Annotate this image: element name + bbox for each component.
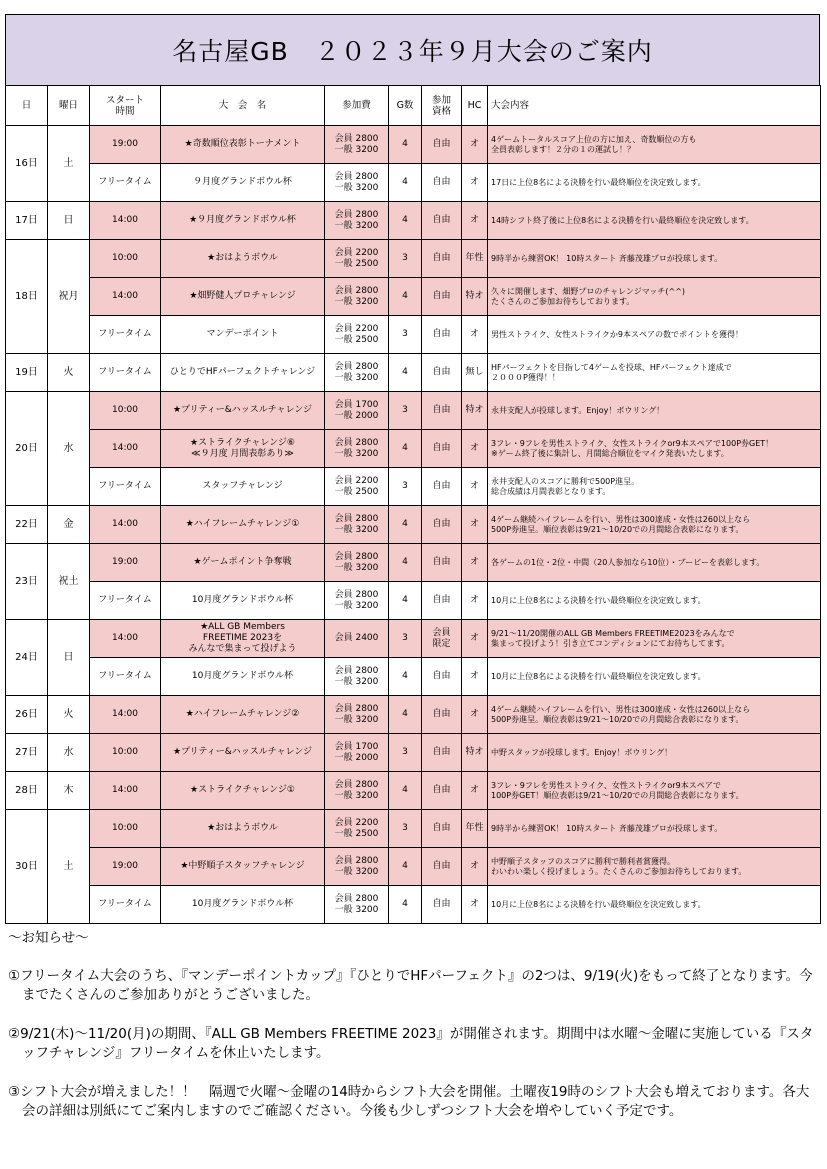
- notice-item: ②9/21(木)～11/20(月)の期間、『ALL GB Members FREETIME 2023』が開催されます。期間中は水曜～金曜に実施している『スタッフチャレンジ』フリータイムを休止いたします。: [8, 1025, 814, 1061]
- event-name-cell: ★ALL GB Members FREETIME 2023を みんなで集まって投げよう: [161, 620, 325, 658]
- weekday-cell: 祝土: [48, 544, 90, 620]
- table-row: [6, 202, 821, 240]
- hc-cell: オ: [462, 316, 488, 354]
- hc-cell: オ: [462, 582, 488, 620]
- eligibility-cell: 自由: [422, 848, 462, 886]
- content-cell: 永井支配人が投球します。Enjoy！ボウリング！: [488, 392, 821, 430]
- content-cell: 3フレ・9フレを男性ストライク、女性ストライクor9本スペアで100P券GET！ ※ゲーム終了後に集計し、月間総合順位をマイク発表いたします。: [488, 430, 821, 468]
- games-cell: 4: [389, 848, 422, 886]
- weekday-cell: 日: [48, 202, 90, 240]
- table-row: [6, 734, 821, 772]
- header-date: 日: [6, 86, 48, 126]
- start-time-cell: フリータイム: [90, 316, 161, 354]
- date-cell: 16日: [6, 126, 48, 202]
- event-name-cell: ★奇数順位表彰トーナメント: [161, 126, 325, 164]
- eligibility-cell: 自由: [422, 354, 462, 392]
- table-row: [6, 886, 821, 924]
- games-cell: 4: [389, 658, 422, 696]
- weekday-cell: 祝月: [48, 240, 90, 354]
- fee-cell: 会員 2800 一般 3200: [325, 886, 389, 924]
- start-time-cell: フリータイム: [90, 354, 161, 392]
- event-name-cell: 10月度グランドボウル杯: [161, 658, 325, 696]
- table-row: [6, 278, 821, 316]
- eligibility-cell: 自由: [422, 126, 462, 164]
- start-time-cell: フリータイム: [90, 582, 161, 620]
- event-name-cell: マンデーポイント: [161, 316, 325, 354]
- games-cell: 3: [389, 734, 422, 772]
- date-cell: 28日: [6, 772, 48, 810]
- hc-cell: オ: [462, 468, 488, 506]
- table-row: [6, 316, 821, 354]
- table-row: [6, 164, 821, 202]
- games-cell: 4: [389, 506, 422, 544]
- event-name-cell: ★ゲームポイント争奪戦: [161, 544, 325, 582]
- start-time-cell: フリータイム: [90, 468, 161, 506]
- eligibility-cell: 自由: [422, 772, 462, 810]
- date-cell: 22日: [6, 506, 48, 544]
- start-time-cell: フリータイム: [90, 164, 161, 202]
- games-cell: 3: [389, 468, 422, 506]
- weekday-cell: 金: [48, 506, 90, 544]
- games-cell: 4: [389, 582, 422, 620]
- fee-cell: 会員 2800 一般 3200: [325, 202, 389, 240]
- header-start-time: スタート 時間: [90, 86, 161, 126]
- eligibility-cell: 自由: [422, 278, 462, 316]
- hc-cell: オ: [462, 620, 488, 658]
- content-cell: 3フレ・9フレを男性ストライク、女性ストライクor9本スペアで 100P券GET！順位表彰は9/21～10/20での月間総合表彰になります。: [488, 772, 821, 810]
- start-time-cell: 14:00: [90, 430, 161, 468]
- hc-cell: オ: [462, 696, 488, 734]
- table-row: [6, 658, 821, 696]
- hc-cell: オ: [462, 848, 488, 886]
- eligibility-cell: 自由: [422, 734, 462, 772]
- games-cell: 4: [389, 126, 422, 164]
- start-time-cell: 19:00: [90, 848, 161, 886]
- hc-cell: 特オ: [462, 278, 488, 316]
- date-cell: 30日: [6, 810, 48, 924]
- hc-cell: 無し: [462, 354, 488, 392]
- games-cell: 4: [389, 544, 422, 582]
- eligibility-cell: 自由: [422, 544, 462, 582]
- event-name-cell: ★ハイフレームチャレンジ②: [161, 696, 325, 734]
- event-name-cell: ★ストライクチャレンジ⑥ ≪９月度 月間表彰あり≫: [161, 430, 325, 468]
- schedule-table: [5, 85, 821, 924]
- fee-cell: 会員 2800 一般 3200: [325, 506, 389, 544]
- weekday-cell: 水: [48, 392, 90, 506]
- start-time-cell: 19:00: [90, 544, 161, 582]
- weekday-cell: 火: [48, 354, 90, 392]
- hc-cell: 特オ: [462, 734, 488, 772]
- event-name-cell: ★畑野健人プロチャレンジ: [161, 278, 325, 316]
- hc-cell: オ: [462, 164, 488, 202]
- start-time-cell: 10:00: [90, 734, 161, 772]
- content-cell: 10月に上位8名による決勝を行い最終順位を決定致します。: [488, 582, 821, 620]
- weekday-cell: 土: [48, 810, 90, 924]
- start-time-cell: 10:00: [90, 392, 161, 430]
- games-cell: 3: [389, 392, 422, 430]
- content-cell: 各ゲームの1位・2位・中間（20人参加なら10位）・ブービーを表彰します。: [488, 544, 821, 582]
- table-row: [6, 810, 821, 848]
- fee-cell: 会員 2800 一般 3200: [325, 582, 389, 620]
- table-row: [6, 582, 821, 620]
- date-cell: 20日: [6, 392, 48, 506]
- fee-cell: 会員 2800 一般 3200: [325, 278, 389, 316]
- hc-cell: オ: [462, 506, 488, 544]
- table-row: [6, 126, 821, 164]
- event-name-cell: 10月度グランドボウル杯: [161, 886, 325, 924]
- event-name-cell: スタッフチャレンジ: [161, 468, 325, 506]
- eligibility-cell: 自由: [422, 430, 462, 468]
- fee-cell: 会員 1700 一般 2000: [325, 392, 389, 430]
- event-name-cell: ★９月度グランドボウル杯: [161, 202, 325, 240]
- content-cell: 久々に開催します、畑野プロのチャレンジマッチ(^^) たくさんのご参加お待ちしております。: [488, 278, 821, 316]
- fee-cell: 会員 1700 一般 2000: [325, 734, 389, 772]
- table-row: [6, 354, 821, 392]
- fee-cell: 会員 2800 一般 3200: [325, 544, 389, 582]
- weekday-cell: 木: [48, 772, 90, 810]
- games-cell: 3: [389, 316, 422, 354]
- hc-cell: オ: [462, 430, 488, 468]
- event-name-cell: ★プリティー&ハッスルチャレンジ: [161, 734, 325, 772]
- weekday-cell: 水: [48, 734, 90, 772]
- content-cell: 4ゲーム継続ハイフレームを行い、男性は300達成・女性は260以上なら 500P券進呈。順位表彰は9/21～10/20での月間総合表彰になります。: [488, 696, 821, 734]
- event-name-cell: ★おはようボウル: [161, 810, 325, 848]
- games-cell: 4: [389, 202, 422, 240]
- games-cell: 3: [389, 240, 422, 278]
- fee-cell: 会員 2200 一般 2500: [325, 240, 389, 278]
- table-row: [6, 240, 821, 278]
- content-cell: 中野スタッフが投球します。Enjoy！ボウリング！: [488, 734, 821, 772]
- eligibility-cell: 自由: [422, 886, 462, 924]
- hc-cell: オ: [462, 544, 488, 582]
- start-time-cell: 14:00: [90, 278, 161, 316]
- event-name-cell: ★プリティー&ハッスルチャレンジ: [161, 392, 325, 430]
- date-cell: 24日: [6, 620, 48, 696]
- start-time-cell: 14:00: [90, 696, 161, 734]
- hc-cell: オ: [462, 772, 488, 810]
- eligibility-cell: 自由: [422, 164, 462, 202]
- content-cell: 17日に上位8名による決勝を行い最終順位を決定致します。: [488, 164, 821, 202]
- content-cell: 男性ストライク、女性ストライクか9本スペアの数でポイントを獲得！: [488, 316, 821, 354]
- header-games: G数: [389, 86, 422, 126]
- table-row: [6, 848, 821, 886]
- table-row: [6, 392, 821, 430]
- event-name-cell: 10月度グランドボウル杯: [161, 582, 325, 620]
- start-time-cell: フリータイム: [90, 886, 161, 924]
- eligibility-cell: 自由: [422, 202, 462, 240]
- header-hc: HC: [462, 86, 488, 126]
- fee-cell: 会員 2200 一般 2500: [325, 810, 389, 848]
- event-name-cell: ★ハイフレームチャレンジ①: [161, 506, 325, 544]
- eligibility-cell: 自由: [422, 658, 462, 696]
- start-time-cell: 14:00: [90, 772, 161, 810]
- page-title: 名古屋GB ２０２３年９月大会のご案内: [5, 14, 820, 85]
- hc-cell: オ: [462, 126, 488, 164]
- fee-cell: 会員 2800 一般 3200: [325, 126, 389, 164]
- header-event-name: 大 会 名: [161, 86, 325, 126]
- eligibility-cell: 自由: [422, 810, 462, 848]
- games-cell: 4: [389, 278, 422, 316]
- header-eligibility: 参加 資格: [422, 86, 462, 126]
- games-cell: 4: [389, 430, 422, 468]
- start-time-cell: 14:00: [90, 506, 161, 544]
- table-row: [6, 506, 821, 544]
- event-name-cell: ★ストライクチャレンジ①: [161, 772, 325, 810]
- header-fee: 参加費: [325, 86, 389, 126]
- event-name-cell: ひとりでHFパーフェクトチャレンジ: [161, 354, 325, 392]
- eligibility-cell: 自由: [422, 506, 462, 544]
- eligibility-cell: 自由: [422, 392, 462, 430]
- hc-cell: オ: [462, 886, 488, 924]
- games-cell: 3: [389, 620, 422, 658]
- hc-cell: オ: [462, 202, 488, 240]
- fee-cell: 会員 2800 一般 3200: [325, 354, 389, 392]
- table-row: [6, 620, 821, 658]
- date-cell: 19日: [6, 354, 48, 392]
- eligibility-cell: 会員 限定: [422, 620, 462, 658]
- eligibility-cell: 自由: [422, 240, 462, 278]
- header-content: 大会内容: [488, 86, 821, 126]
- table-row: [6, 468, 821, 506]
- date-cell: 23日: [6, 544, 48, 620]
- notice-item: ③シフト大会が増えました！！ 隔週で火曜～金曜の14時からシフト大会を開催。土曜夜19時のシフト大会も増えております。各大会の詳細は別紙にてご案内しますのでご確認ください。今後も少しずつシフト大会を増やしていく予定です。: [8, 1083, 810, 1119]
- games-cell: 4: [389, 164, 422, 202]
- content-cell: 中野順子スタッフのスコアに勝利で勝利者賞獲得。 わいわい楽しく投げましょう。たくさんのご参加お待ちしております。: [488, 848, 821, 886]
- fee-cell: 会員 2800 一般 3200: [325, 164, 389, 202]
- fee-cell: 会員 2400: [325, 620, 389, 658]
- fee-cell: 会員 2800 一般 3200: [325, 658, 389, 696]
- fee-cell: 会員 2800 一般 3200: [325, 848, 389, 886]
- event-name-cell: ★おはようボウル: [161, 240, 325, 278]
- notice-item: ①フリータイム大会のうち、『マンデーポイントカップ』『ひとりでHFパーフェクト』の2つは、9/19(火)をもって終了となります。今までたくさんのご参加ありがとうございました。: [8, 967, 813, 1003]
- fee-cell: 会員 2800 一般 3200: [325, 696, 389, 734]
- content-cell: 9時半から練習OK！ 10時スタート 斉藤茂雄プロが投球します。: [488, 810, 821, 848]
- content-cell: 9時半から練習OK！ 10時スタート 斉藤茂雄プロが投球します。: [488, 240, 821, 278]
- fee-cell: 会員 2800 一般 3200: [325, 772, 389, 810]
- start-time-cell: 14:00: [90, 202, 161, 240]
- games-cell: 4: [389, 354, 422, 392]
- content-cell: HFパーフェクトを目指して4ゲームを投球、HFパーフェクト達成で ２０００P獲得！！: [488, 354, 821, 392]
- content-cell: 永井支配人のスコアに勝利で500P進呈。 総合成績は月間表彰となります。: [488, 468, 821, 506]
- table-row: [6, 696, 821, 734]
- content-cell: 4ゲームトータルスコア上位の方に加え、奇数順位の方も 全員表彰します！２分の１の運試し！？: [488, 126, 821, 164]
- hc-cell: 年性: [462, 240, 488, 278]
- date-cell: 17日: [6, 202, 48, 240]
- table-row: [6, 772, 821, 810]
- eligibility-cell: 自由: [422, 316, 462, 354]
- fee-cell: 会員 2200 一般 2500: [325, 316, 389, 354]
- fee-cell: 会員 2200 一般 2500: [325, 468, 389, 506]
- content-cell: 4ゲーム継続ハイフレームを行い、男性は300達成・女性は260以上なら 500P券進呈。順位表彰は9/21～10/20での月間総合表彰になります。: [488, 506, 821, 544]
- date-cell: 18日: [6, 240, 48, 354]
- start-time-cell: 19:00: [90, 126, 161, 164]
- content-cell: 14時シフト終了後に上位8名による決勝を行い最終順位を決定致します。: [488, 202, 821, 240]
- content-cell: 10月に上位8名による決勝を行い最終順位を決定致します。: [488, 886, 821, 924]
- start-time-cell: フリータイム: [90, 658, 161, 696]
- eligibility-cell: 自由: [422, 468, 462, 506]
- notices-heading: ～お知らせ～: [8, 930, 89, 946]
- content-cell: 10月に上位8名による決勝を行い最終順位を決定致します。: [488, 658, 821, 696]
- games-cell: 4: [389, 886, 422, 924]
- start-time-cell: 14:00: [90, 620, 161, 658]
- header-row: [6, 86, 821, 126]
- date-cell: 27日: [6, 734, 48, 772]
- start-time-cell: 10:00: [90, 240, 161, 278]
- notices: [8, 929, 820, 1141]
- eligibility-cell: 自由: [422, 696, 462, 734]
- games-cell: 4: [389, 772, 422, 810]
- table-row: [6, 430, 821, 468]
- fee-cell: 会員 2800 一般 3200: [325, 430, 389, 468]
- date-cell: 26日: [6, 696, 48, 734]
- header-weekday: 曜日: [48, 86, 90, 126]
- hc-cell: 年性: [462, 810, 488, 848]
- weekday-cell: 土: [48, 126, 90, 202]
- start-time-cell: 10:00: [90, 810, 161, 848]
- games-cell: 3: [389, 810, 422, 848]
- hc-cell: オ: [462, 658, 488, 696]
- table-row: [6, 544, 821, 582]
- event-name-cell: ★中野順子スタッフチャレンジ: [161, 848, 325, 886]
- event-name-cell: ９月度グランドボウル杯: [161, 164, 325, 202]
- weekday-cell: 日: [48, 620, 90, 696]
- weekday-cell: 火: [48, 696, 90, 734]
- games-cell: 4: [389, 696, 422, 734]
- eligibility-cell: 自由: [422, 582, 462, 620]
- hc-cell: 特オ: [462, 392, 488, 430]
- content-cell: 9/21～11/20開催のALL GB Members FREETIME2023をみんなで 集まって投げよう！引き立てコンディションにてお待ちしてます。: [488, 620, 821, 658]
